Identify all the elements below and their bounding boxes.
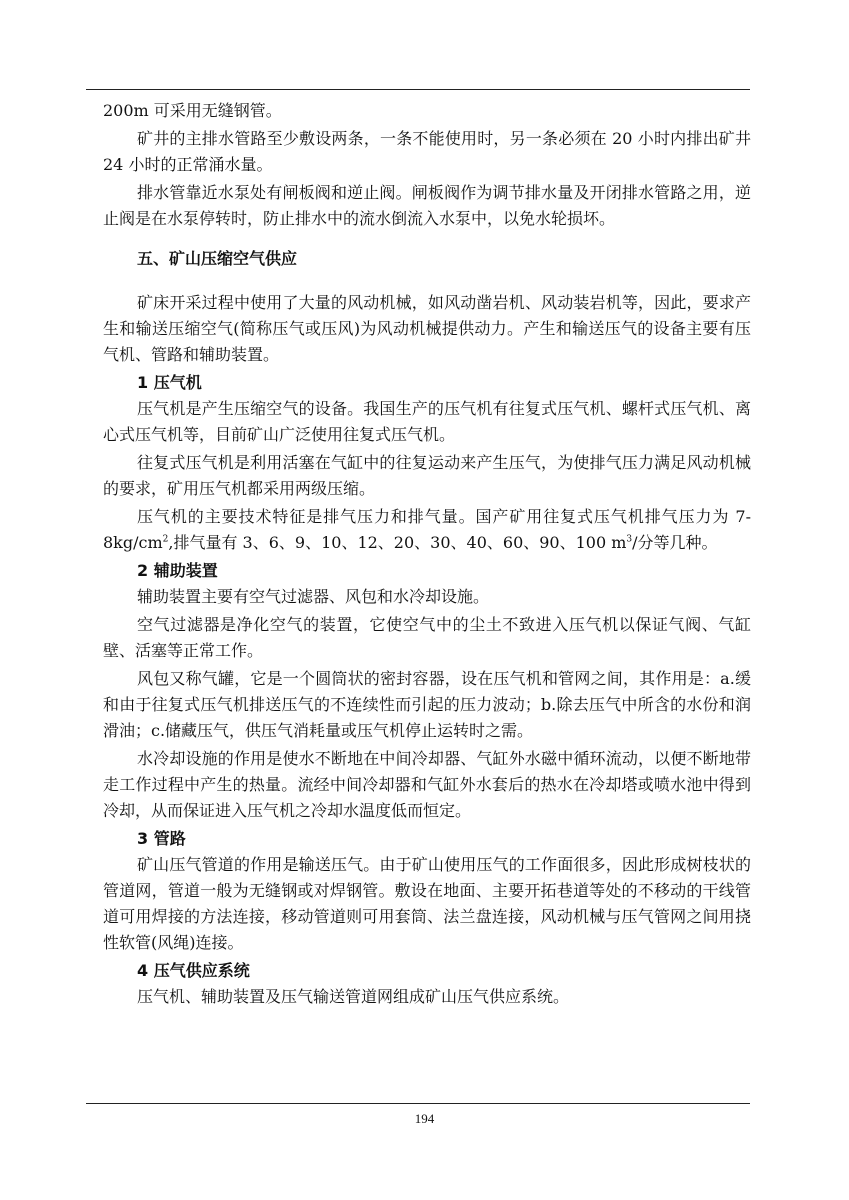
page-number: 194 bbox=[414, 1111, 435, 1126]
paragraph-air-receiver: 风包又称气罐，它是一个圆筒状的密封容器，设在压气机和管网之间，其作用是：a.缓和由于往复式压气机排送压气的不连续性而引起的压力波动；b.除去压气中所含的水份和润滑油；c.储藏压气，供压气消耗量或压气机停止运转时之需。 bbox=[103, 669, 751, 740]
paragraph-pipeline: 矿山压气管道的作用是输送压气。由于矿山使用压气的工作面很多，因此形成树枝状的管道网，管道一般为无缝钢或对焊钢管。敷设在地面、主要开拓巷道等处的不移动的干线管道可用焊接的方法连接，移动管道则可用套筒、法兰盘连接，风动机械与压气管网之间用挠性软管(风绳)连接。 bbox=[103, 855, 751, 952]
paragraph-section-intro: 矿床开采过程中使用了大量的风动机械，如风动凿岩机、风动装岩机等，因此，要求产生和输送压缩空气(简称压气或压风)为风动机械提供动力。产生和输送压气的设备主要有压气机、管路和辅助装置。 bbox=[103, 293, 751, 364]
header-rule bbox=[86, 89, 750, 90]
footer-rule bbox=[86, 1103, 750, 1104]
subsection-title-auxiliary: 2 辅助装置 bbox=[137, 561, 218, 580]
paragraph-technical-specs: 压气机的主要技术特征是排气压力和排气量。国产矿用往复式压气机排气压力为 $7-8kg/cm^2$,排气量有 3、6、9、10、12、20、30、40、60、90、100 $m^3/$分等几种。 bbox=[103, 507, 751, 552]
subsection-title-pipeline: 3 管路 bbox=[137, 829, 186, 848]
paragraph-continued: 200m 可采用无缝钢管。 bbox=[103, 101, 282, 120]
superscript-2: 2 bbox=[162, 534, 169, 545]
paragraph-auxiliary-list: 辅助装置主要有空气过滤器、风包和水冷却设施。 bbox=[137, 587, 490, 606]
subsection-title-compressor: 1 压气机 bbox=[137, 373, 202, 392]
paragraph-air-filter: 空气过滤器是净化空气的装置，它使空气中的尘土不致进入压气机以保证气阀、气缸壁、活塞等正常工作。 bbox=[103, 615, 751, 660]
superscript-3: 3 bbox=[626, 534, 633, 545]
section-title-compressed-air: 五、矿山压缩空气供应 bbox=[137, 249, 298, 268]
paragraph-valves: 排水管靠近水泵处有闸板阀和逆止阀。闸板阀作为调节排水量及开闭排水管路之用，逆止阀是在水泵停转时，防止排水中的流水倒流入水泵中，以免水轮损坏。 bbox=[103, 183, 751, 228]
page-body bbox=[103, 98, 751, 1010]
paragraph-water-cooling: 水冷却设施的作用是使水不断地在中间冷却器、气缸外水磁中循环流动，以便不断地带走工作过程中产生的热量。流经中间冷却器和气缸外水套后的热水在冷却塔或喷水池中得到冷却，从而保证进入压气机之冷却水温度低而恒定。 bbox=[103, 749, 751, 820]
paragraph-reciprocating-compressor: 往复式压气机是利用活塞在气缸中的往复运动来产生压气，为使排气压力满足风动机械的要求，矿用压气机都采用两级压缩。 bbox=[103, 453, 751, 498]
paragraph-compressor-types: 压气机是产生压缩空气的设备。我国生产的压气机有往复式压气机、螺杆式压气机、离心式压气机等，目前矿山广泛使用往复式压气机。 bbox=[103, 399, 751, 444]
subsection-title-supply-system: 4 压气供应系统 bbox=[137, 961, 250, 980]
paragraph-supply-system: 压气机、辅助装置及压气输送管道网组成矿山压气供应系统。 bbox=[137, 987, 570, 1006]
paragraph-drainage-pipes: 矿井的主排水管路至少敷设两条，一条不能使用时，另一条必须在 20 小时内排出矿井 24 小时的正常涌水量。 bbox=[103, 129, 751, 174]
